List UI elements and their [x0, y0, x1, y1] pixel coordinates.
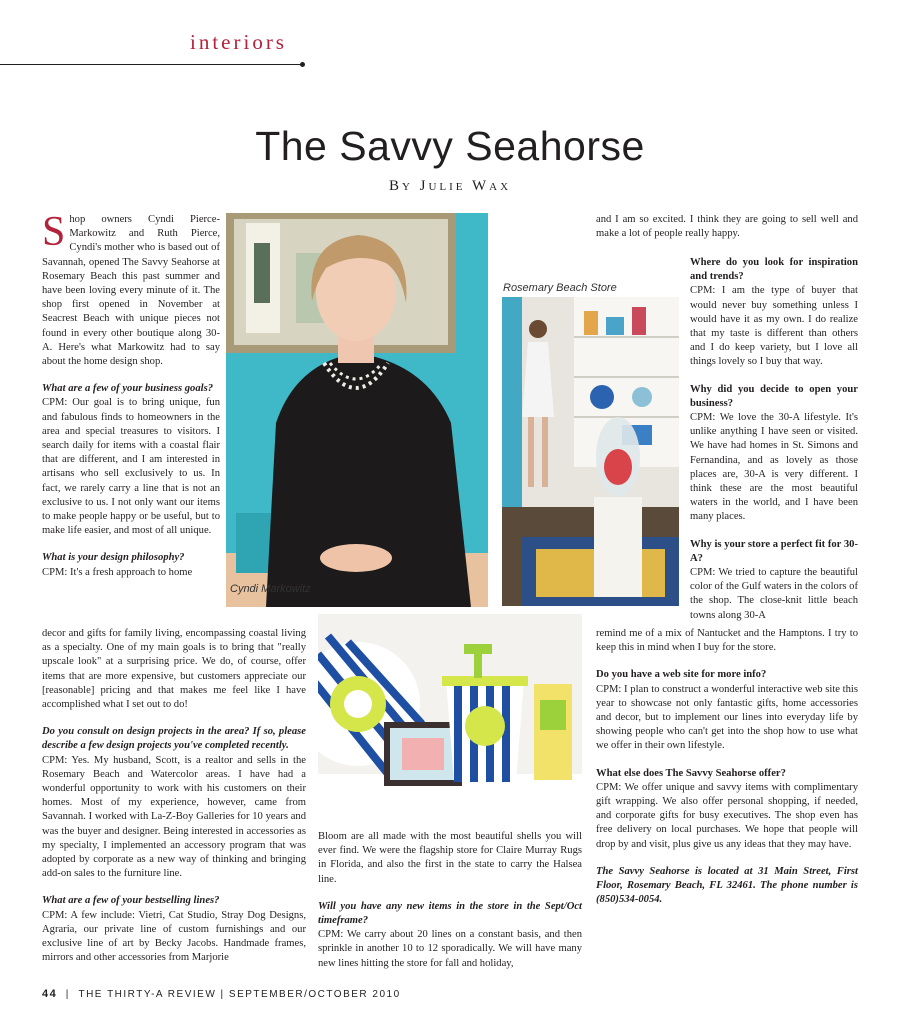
question: Will you have any new items in the store in the Sept/Oct timeframe? — [318, 900, 582, 927]
answer: CPM: We tried to capture the beautiful color of the Gulf waters in the colors of the shop. The close-knit little beach towns along 30-A — [690, 567, 858, 621]
question: Do you consult on design projects in the area? If so, please describe a few design projects you've completed recently. — [42, 726, 306, 752]
qa-consult — [42, 725, 306, 881]
right-column-bottom — [596, 627, 858, 907]
section-label: interiors — [190, 30, 287, 54]
question: Why is your store a perfect fit for 30-A? — [690, 538, 858, 564]
question: Where do you look for inspiration and trends? — [690, 257, 858, 283]
answer: CPM: Our goal is to bring unique, fun and fabulous finds to homeowners in the area and special treasures to visitors. I search daily for items with a coastal flair that are different, and I am interested in artisans who sell exclusively to us. In fact, we rarely carry a line that is not an exclusive to us. I not only want our items to make people happy or be useful, but to make life easier, and most of all unique. — [42, 397, 220, 537]
answer: CPM: I am the type of buyer that would never buy something unless I would have it as my own. I do realize that my taste is different than others and I do keep variety, but I love all things lovely so I buy that way. — [690, 285, 858, 368]
qa-perfect-fit — [690, 538, 858, 623]
right-column-narrow — [690, 256, 858, 623]
qa-why-open — [690, 383, 858, 525]
qa-philosophy-cont: decor and gifts for family living, encompassing coastal living as a specialty. One of my main goals is to bring that "really upscale look" at a surprising price. We do, of course, offer items that are more expensive, but customers appreciate our [reasonable] pricing and that makes me feel like I have accomplished what I set out to do! — [42, 628, 306, 711]
qa-offer — [596, 767, 858, 852]
publication-line: THE THIRTY-A REVIEW | SEPTEMBER/OCTOBER 2010 — [78, 989, 401, 1000]
article-title: The Savvy Seahorse — [255, 123, 645, 169]
question: Do you have a web site for more info? — [596, 669, 767, 681]
question: What are a few of your bestselling lines? — [42, 895, 220, 907]
qa-website — [596, 668, 858, 753]
header-rule-dot — [300, 62, 305, 67]
answer: CPM: We offer unique and savvy items with complimentary gift wrapping. We also offer personal shopping, if needed, and corporate gifts for busy executives. The shop even has free delivery on local purchases. We hope that people will drop by and visit, plus give us any ideas that they may have. — [596, 781, 858, 850]
qa-perfect-fit-cont: remind me of a mix of Nantucket and the Hamptons. I try to keep this in mind when I buy for the store. — [596, 628, 858, 654]
question: What else does The Savvy Seahorse offer? — [596, 767, 786, 779]
answer: CPM: I plan to construct a wonderful interactive web site this year to showcase not only fantastic gifts, home accessories and decor, but to implement our lines into everyday life by showing people who can't get into the shop how to use what we offer in their own lifestyle. — [596, 683, 858, 752]
left-column-top — [42, 209, 220, 580]
question: What is your design philosophy? — [42, 552, 185, 564]
qa-new-items — [318, 900, 582, 971]
photo-rosemary-beach-store — [502, 297, 679, 606]
intro-paragraph: Shop owners Cyndi Pierce-Markowitz and Ruth Pierce, Cyndi's mother who is based out of Savannah, opened The Savvy Seahorse at Rosemary Beach this past summer and have been loving every minute of it. The shop first opened in November at Seacrest Beach with unique pieces not found in every other boutique along 30-A. Here's what Markowitz had to say about the home design shop. — [42, 209, 220, 368]
right-column-top — [596, 213, 858, 254]
qa-new-items-cont: and I am so excited. I think they are going to sell well and make a lot of people really happy. — [596, 214, 858, 240]
store-illustration — [502, 297, 679, 606]
photo2-caption: Rosemary Beach Store — [503, 282, 617, 294]
page-footer: 44 | THE THIRTY-A REVIEW | SEPTEMBER/OCTOBER 2010 — [42, 988, 401, 1000]
question: Why did you decide to open your business? — [690, 383, 858, 409]
portrait-illustration — [226, 213, 488, 607]
answer: CPM: We love the 30-A lifestyle. It's unlike anything I have seen or visited. We have had homes in St. Simons and Fernandina, and as lovely as those places are, 30-A is very different. I think these are the most beautiful waters in the world, and I have been many places. — [690, 412, 858, 523]
middle-column-bottom — [318, 830, 582, 971]
photo1-caption: Cyndi Markowitz — [230, 583, 311, 595]
page-number: 44 — [42, 988, 58, 1000]
qa-goals — [42, 382, 220, 538]
answer: CPM: Yes. My husband, Scott, is a realtor and sells in the Rosemary Beach and Watercolor areas. I have had a wonderful opportunity to work with his customers on their homes. Most of my experience, however, came from Savannah. I worked with La-Z-Boy Galleries for 10 years and was the buyer and designer. Being interested in accessories as my specialty, I implemented an accessory program that was adopted by corporate as a new way of thinking and bringing add-on sales to the furniture line. — [42, 754, 306, 880]
answer: CPM: It's a fresh approach to home — [42, 566, 193, 578]
left-column-bottom — [42, 627, 306, 965]
drop-cap: S — [42, 209, 66, 255]
qa-bestselling — [42, 894, 306, 965]
qa-philosophy-start — [42, 551, 220, 579]
qa-inspiration — [690, 256, 858, 370]
answer: CPM: We carry about 20 lines on a constant basis, and then sprinkle in another 10 to 12 sporadically. We will have many new lines hitting the store for fall and holiday, — [318, 929, 582, 969]
answer: CPM: A few include: Vietri, Cat Studio, Stray Dog Designs, Agraria, our private line of custom furnishings and our exclusive line of art by Becky Jacobs. Handmade frames, mirrors and other accessories from Marjorie — [42, 909, 306, 964]
header-rule — [0, 64, 304, 65]
question: What are a few of your business goals? — [42, 383, 213, 395]
article-byline: By Julie Wax — [388, 178, 512, 194]
accessories-illustration — [318, 614, 582, 808]
closing-info: The Savvy Seahorse is located at 31 Main Street, First Floor, Rosemary Beach, FL 32461. The phone number is (850)534-0054. — [596, 865, 858, 906]
photo-crab-accessories — [318, 614, 582, 808]
qa-bestselling-cont: Bloom are all made with the most beautiful shells you will ever find. We were the flagship store for Claire Murray Rugs in Florida, and also the first in the state to carry the Halsea line. — [318, 831, 582, 885]
photo-cyndi-markowitz — [226, 213, 488, 607]
